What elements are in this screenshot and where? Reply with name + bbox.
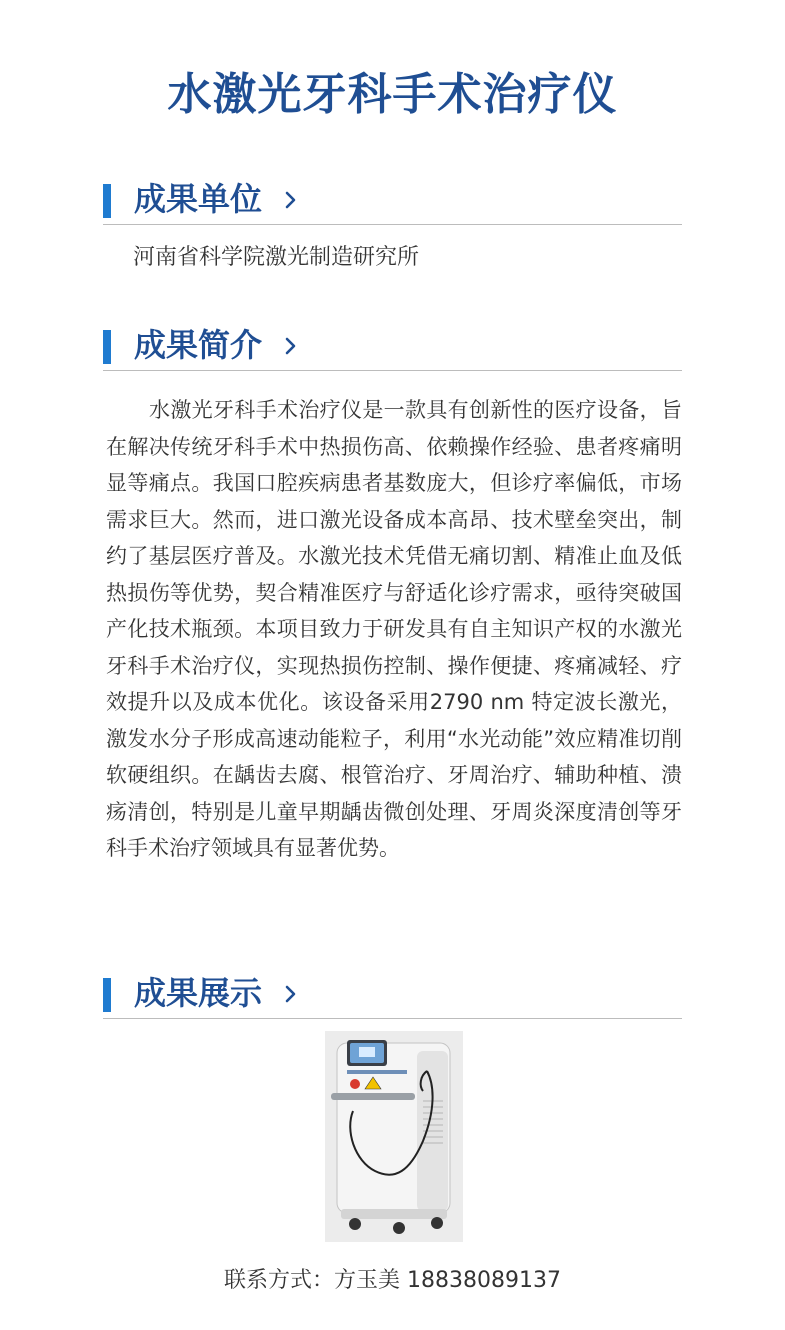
section-header-intro: [103, 326, 682, 371]
section-header-showcase: [103, 974, 682, 1019]
device-photo: [325, 1031, 463, 1242]
section-title-intro: 成果简介: [134, 326, 263, 364]
contact-info: 联系方式：方玉美 18838089137: [224, 1268, 561, 1293]
chevron-right-icon: [285, 190, 297, 210]
laser-device-illustration: [325, 1031, 463, 1242]
section-accent-bar: [103, 184, 111, 218]
section-header-unit: [103, 180, 682, 225]
unit-name: 河南省科学院激光制造研究所: [133, 245, 420, 270]
section-title-showcase: 成果展示: [134, 974, 263, 1012]
page-title: 水激光牙科手术治疗仪: [167, 69, 618, 120]
intro-paragraph: 水激光牙科手术治疗仪是一款具有创新性的医疗设备，旨在解决传统牙科手术中热损伤高、依赖操作经验、患者疼痛明显等痛点。我国口腔疾病患者基数庞大，但诊疗率偏低，市场需求巨大。然而，进口激光设备成本高昂、技术壁垒突出，制约了基层医疗普及。水激光技术凭借无痛切割、精准止血及低热损伤等优势，契合精准医疗与舒适化诊疗需求，亟待突破国产化技术瓶颈。本项目致力于研发具有自主知识产权的水激光牙科手术治疗仪，实现热损伤控制、操作便捷、疼痛减轻、疗效提升以及成本优化。该设备采用2790 nm 特定波长激光，激发水分子形成高速动能粒子，利用“水光动能”效应精准切削软硬组织。在龋齿去腐、根管治疗、牙周治疗、辅助种植、溃疡清创，特别是儿童早期龋齿微创处理、牙周炎深度清创等牙科手术治疗领域具有显著优势。: [106, 398, 682, 860]
chevron-right-icon: [285, 336, 297, 356]
chevron-right-icon: [285, 984, 297, 1004]
section-title-unit: 成果单位: [134, 180, 263, 218]
section-accent-bar: [103, 330, 111, 364]
section-accent-bar: [103, 978, 111, 1012]
